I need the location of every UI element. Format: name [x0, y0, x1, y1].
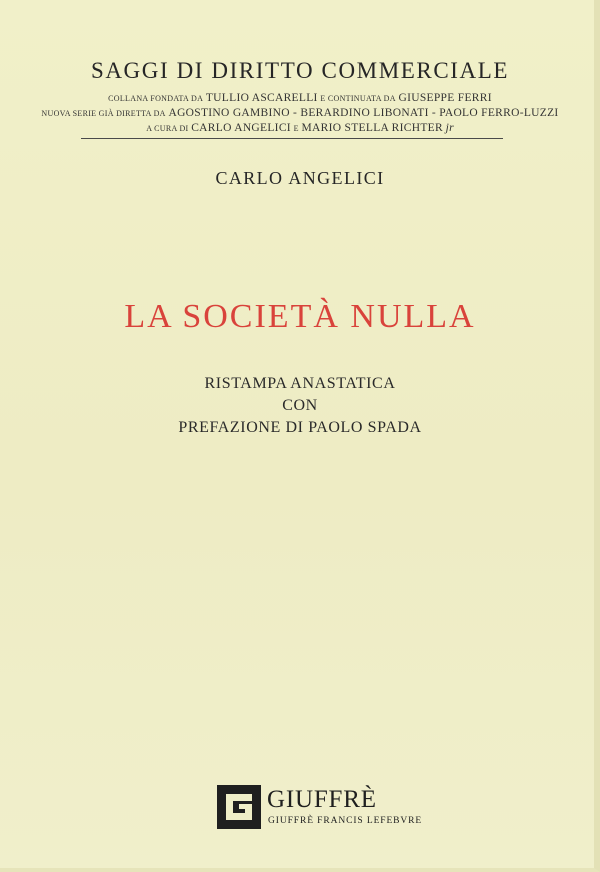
- series-continued-label: E CONTINUATA DA: [320, 94, 396, 103]
- series-editor-suffix: jr: [445, 122, 454, 134]
- publisher-name: GIUFFRÈ: [267, 786, 377, 813]
- series-editor-name-1: CARLO ANGELICI: [191, 122, 291, 134]
- series-editor-name-2: MARIO STELLA RICHTER: [301, 122, 443, 134]
- series-edited-label: A CURA DI: [146, 124, 189, 133]
- giuffre-logo-icon: [217, 785, 261, 829]
- publisher-mark: [217, 785, 423, 829]
- subtitle-line-1: RISTAMPA ANASTATICA: [204, 375, 396, 392]
- series-founders-line: [0, 92, 600, 104]
- subtitle-line-3: PREFAZIONE DI PAOLO SPADA: [178, 419, 422, 436]
- publisher-tagline: GIUFFRÈ FRANCIS LEFEBVRE: [268, 816, 423, 826]
- book-title: LA SOCIETÀ NULLA: [124, 298, 476, 335]
- series-conjunction: E: [293, 124, 299, 133]
- series-editors-line: [0, 122, 600, 134]
- series-director-names: AGOSTINO GAMBINO - BERARDINO LIBONATI - PAOLO FERRO-LUZZI: [168, 107, 559, 119]
- author-name: CARLO ANGELICI: [215, 168, 385, 188]
- series-directed-label: NUOVA SERIE GIÀ DIRETTA DA: [41, 109, 166, 118]
- series-founded-label: COLLANA FONDATA DA: [108, 94, 204, 103]
- series-title: SAGGI DI DIRITTO COMMERCIALE: [90, 58, 510, 83]
- series-directors-line: [0, 107, 600, 119]
- header-divider: [81, 138, 503, 139]
- subtitle-line-2: CON: [282, 397, 318, 414]
- series-continuer-name: GIUSEPPE FERRI: [398, 92, 492, 104]
- series-founder-name: TULLIO ASCARELLI: [205, 92, 318, 104]
